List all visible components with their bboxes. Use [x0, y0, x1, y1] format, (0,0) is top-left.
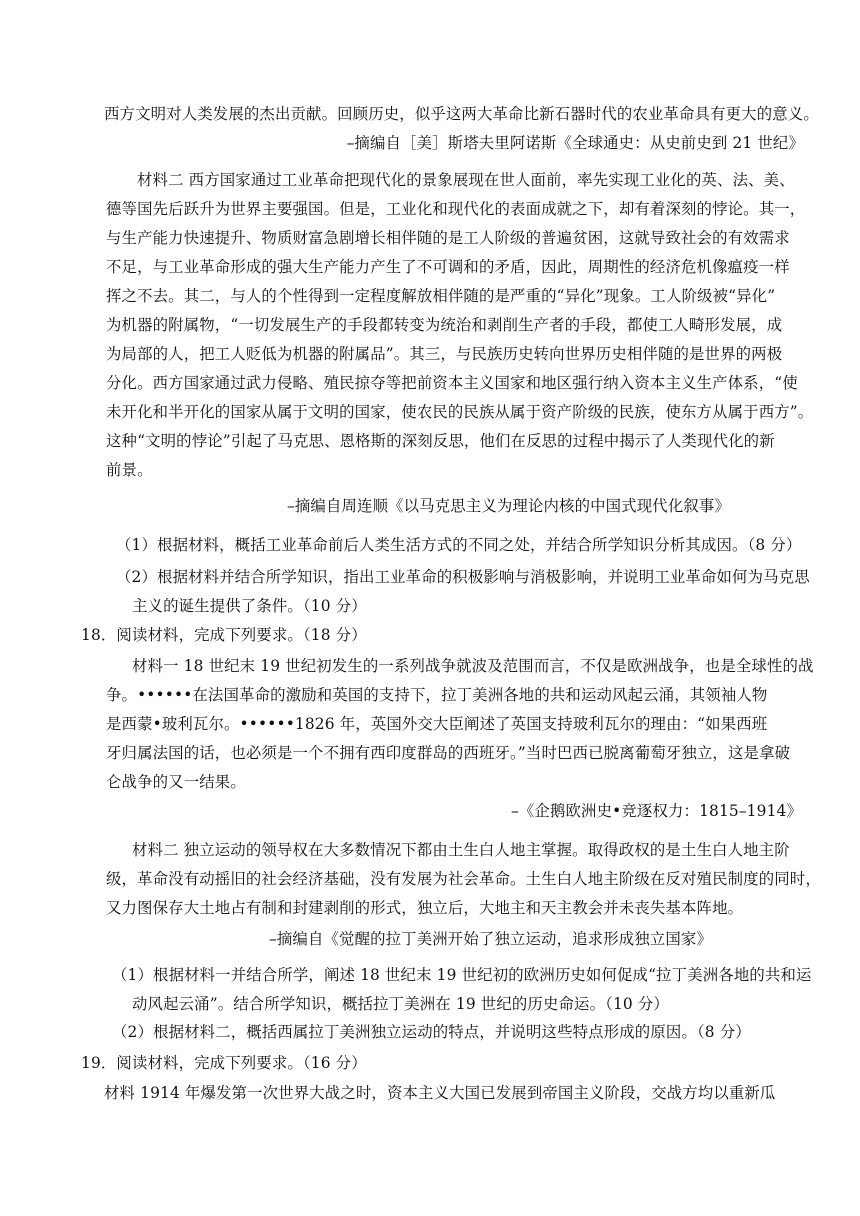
q18-material2-line: 材料二 独立运动的领导权在大多数情况下都由土生白人地主掌握。取得政权的是土生白人地主阶 [132, 841, 790, 859]
intro-tail-line: 西方文明对人类发展的杰出贡献。回顾历史，似乎这两大革命比新石器时代的农业革命具有更大的意义。 [104, 105, 819, 123]
q17-material2-source: –摘编自周连顺《以马克思主义为理论内核的中国式现代化叙事》 [287, 497, 730, 515]
q17-material2-line: 为局部的人，把工人贬低为机器的附属品”。其三，与民族历史转向世界历史相伴随的是世界的两极 [106, 345, 783, 363]
q17-material2-line: 未开化和半开化的国家从属于文明的国家，使农民的民族从属于资产阶级的民族，使东方从属于西方”。 [106, 403, 814, 421]
q18-material1-source: –《企鹅欧洲史•竞逐权力：1815–1914》 [511, 802, 802, 820]
q18-material1-line: 争。••••••在法国革命的激励和英国的支持下，拉丁美洲各地的共和运动风起云涌，其领袖人物 [106, 686, 768, 704]
q17-material2-line: 这种“文明的悖论”引起了马克思、恩格斯的深刻反思，他们在反思的过程中揭示了人类现代化的新 [106, 432, 775, 450]
q19-heading: 19．阅读材料，完成下列要求。（16 分） [81, 1054, 367, 1072]
q17-material2-line: 为机器的附属物，“一切发展生产的手段都转变为统治和剥削生产者的手段，都使工人畸形发展，成 [106, 316, 783, 334]
q18-requirement-1: （1）根据材料一并结合所学，阐述 18 世纪末 19 世纪初的欧洲历史如何促成“拉丁美洲各地的共和运 [112, 966, 812, 984]
q17-material2-line: 材料二 西方国家通过工业革命把现代化的景象展现在世人面前，率先实现工业化的英、法、美、 [137, 171, 795, 189]
q19-material-line: 材料 1914 年爆发第一次世界大战之时，资本主义大国已发展到帝国主义阶段，交战方均以重新瓜 [104, 1084, 776, 1102]
q18-material1-line: 仑战争的又一结果。 [106, 773, 246, 791]
q17-material2-line: 与生产能力快速提升、物质财富急剧增长相伴随的是工人阶级的普遍贫困，这就导致社会的有效需求 [106, 229, 790, 247]
q17-material2-line: 前景。 [106, 461, 153, 479]
q18-requirement-1-cont: 动风起云涌”。结合所学知识，概括拉丁美洲在 19 世纪的历史命运。（10 分） [132, 995, 669, 1013]
q17-requirement-1: （1）根据材料，概括工业革命前后人类生活方式的不同之处，并结合所学知识分析其成因。（8 分） [116, 536, 802, 554]
q18-material2-line: 又力图保存大土地占有制和封建剥削的形式，独立后，大地主和天主教会并未丧失基本阵地。 [106, 899, 744, 917]
q17-requirement-2-cont: 主义的诞生提供了条件。（10 分） [132, 597, 367, 615]
q18-material2-source: –摘编自《觉醒的拉丁美洲开始了独立运动，追求形成独立国家》 [269, 930, 712, 948]
q18-material1-line: 是西蒙•玻利瓦尔。••••••1826 年，英国外交大臣阐述了英国支持玻利瓦尔的理由：“如果西班 [106, 715, 768, 733]
q18-requirement-2: （2）根据材料二，概括西属拉丁美洲独立运动的特点，并说明这些特点形成的原因。（8 分） [112, 1023, 751, 1041]
q18-material1-line: 牙归属法国的话，也必须是一个不拥有西印度群岛的西班牙。”当时巴西已脱离葡萄牙独立，这是拿破 [106, 744, 791, 762]
q17-material2-line: 挥之不去。其二，与人的个性得到一定程度解放相伴随的是严重的“异化”现象。工人阶级被“异化” [106, 287, 776, 305]
q18-material1-line: 材料一 18 世纪末 19 世纪初发生的一系列战争就波及范围而言，不仅是欧洲战争，也是全球性的战 [132, 657, 814, 675]
q17-material2-line: 德等国先后跃升为世界主要强国。但是，工业化和现代化的表面成就之下，却有着深刻的悖论。其一， [106, 200, 806, 218]
q17-material2-line: 分化。西方国家通过武力侵略、殖民掠夺等把前资本主义国家和地区强行纳入资本主义生产体系，“使 [106, 374, 798, 392]
q17-material2-line: 不足，与工业革命形成的强大生产能力产生了不可调和的矛盾，因此，周期性的经济危机像瘟疫一样 [106, 258, 790, 276]
intro-source: –摘编自［美］斯塔夫里阿诺斯《全球通史：从史前史到 21 世纪》 [346, 134, 804, 152]
q17-requirement-2: （2）根据材料并结合所学知识，指出工业革命的积极影响与消极影响，并说明工业革命如何为马克思 [116, 568, 810, 586]
q18-material2-line: 级，革命没有动摇旧的社会经济基础，没有发展为社会革命。土生白人地主阶级在反对殖民制度的同时， [106, 870, 821, 888]
q18-heading: 18．阅读材料，完成下列要求。（18 分） [81, 626, 367, 644]
